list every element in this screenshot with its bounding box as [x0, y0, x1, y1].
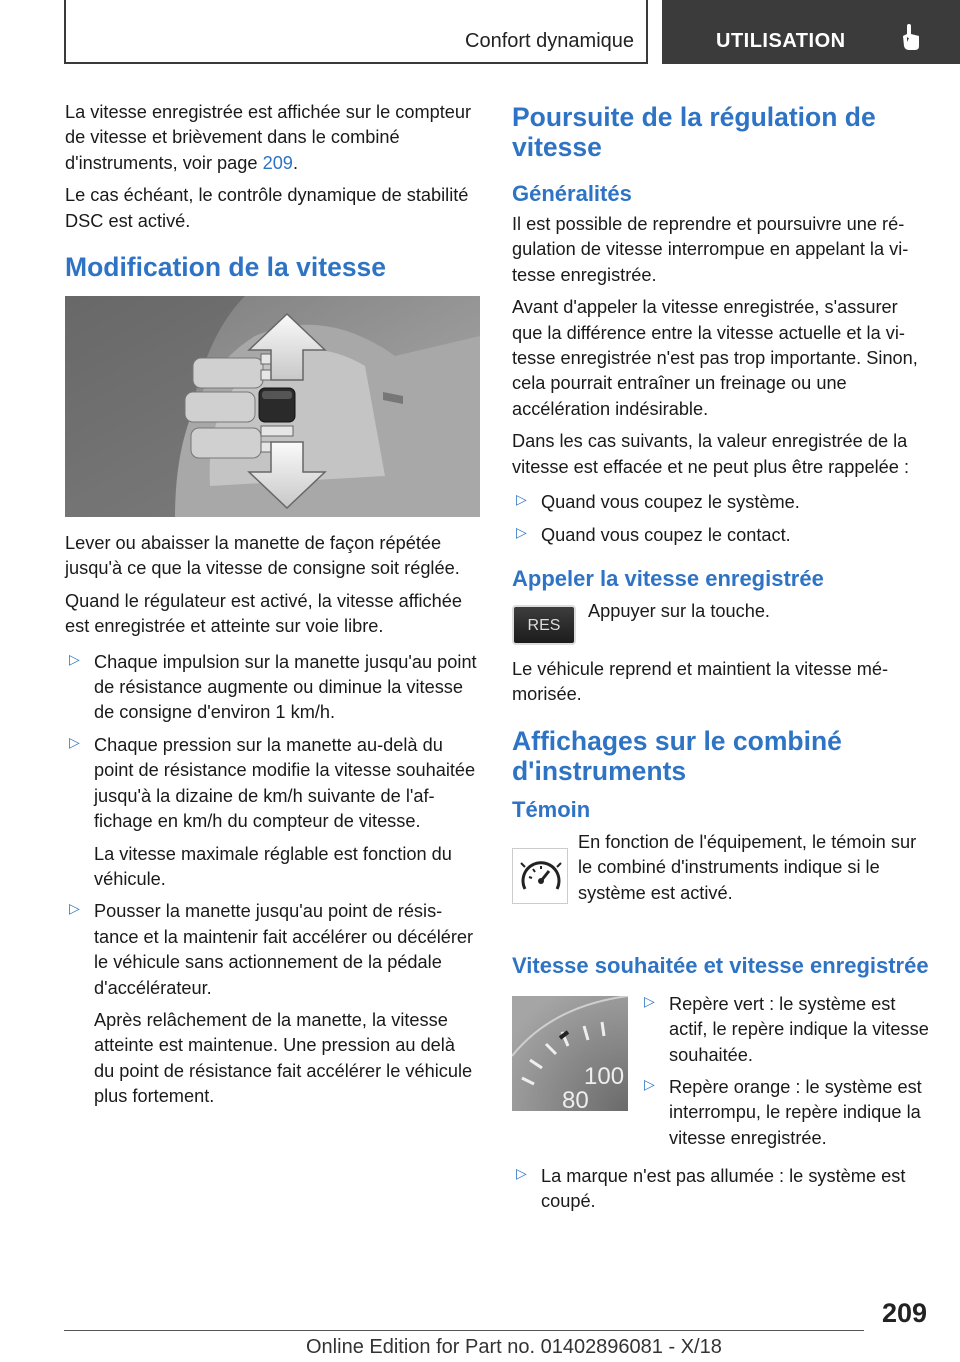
list-item: ▷ Repère orange : le système est interrompu, le repère indique la vitesse enregistrée.: [644, 1075, 922, 1148]
bullet-triangle-icon: ▷: [69, 733, 80, 750]
cruise-control-indicator-icon: [512, 848, 568, 904]
footer-edition: Online Edition for Part no. 01402896081 - X/18: [306, 1336, 722, 1358]
bullet-triangle-icon: ▷: [516, 491, 527, 508]
speedo-100-label: 100: [584, 1062, 625, 1090]
bullet-triangle-icon: ▷: [644, 1075, 655, 1092]
header-section-box: [64, 0, 648, 64]
speedometer-image: [512, 996, 628, 1111]
bullet-triangle-icon: ▷: [516, 1164, 527, 1181]
page-link[interactable]: 209: [262, 152, 293, 173]
list-item: ▷ Chaque impulsion sur la manette jusqu'au point de résistance augmente ou diminue la vitesse de consigne d'environ 1 km/h.: [69, 650, 477, 723]
res-row: RES Appuyer sur la touche.: [512, 605, 932, 657]
list-item: ▷ Quand vous coupez le contact.: [516, 524, 791, 546]
dsc-paragraph: Le cas échéant, le contrôle dynamique de stabilité DSC est activé.: [65, 185, 469, 231]
heading-affichages: Affichages sur le combiné d'instruments: [512, 725, 842, 786]
heading-generalites: Généralités: [512, 181, 632, 206]
intro-paragraph: La vitesse enregistrée est affichée sur le compteur de vitesse et brièvement dans le combiné d'instruments, voir page 209.: [65, 102, 472, 173]
bullet-triangle-icon: ▷: [69, 650, 80, 667]
list-item: ▷ La marque n'est pas allumée : le système est coupé.: [516, 1164, 906, 1212]
res-button-icon: RES: [512, 605, 576, 645]
left-column: [65, 100, 480, 1117]
bullet-triangle-icon: ▷: [69, 900, 80, 917]
speedo-80-label: 80: [562, 1086, 589, 1111]
list-item: ▷ Pousser la manette jusqu'au point de résistance et la maintenir fait accélérer ou décélérer le véhicule sans actionnement de la pédale d'accélérateur. Après relâchement de la manette, la vitesse atteinte est maintenue. Une pression au delà du point de résistance fait accélérer le véhicule plus fortement.: [69, 900, 474, 1107]
heading-poursuite: Poursuite de la régulation de vitesse: [512, 102, 876, 162]
header-chapter-tab: [662, 0, 960, 64]
list-item: ▷ Quand vous coupez le système.: [516, 491, 800, 513]
hand-pointer-icon: [900, 22, 922, 52]
list-item: ▷ Repère vert : le système est actif, le repère indique la vitesse souhaitée.: [644, 992, 929, 1065]
temoin-row: En fonction de l'équipement, le témoin sur le combiné d'instruments indique si le système est activé.: [512, 834, 932, 938]
heading-temoin: Témoin: [512, 796, 591, 822]
bullet-triangle-icon: ▷: [516, 524, 527, 541]
speedo-row: [512, 992, 932, 1164]
page-number: 209: [881, 1298, 927, 1328]
footer-divider: [64, 1330, 864, 1331]
list-item: ▷ Chaque pression sur la manette au-delà du point de résistance modifie la vitesse souhaitée jusqu'à la dizaine de km/h suivante de l'affichage en km/h du compteur de vitesse. La vitesse maximale réglable est fonction du véhicule.: [69, 733, 476, 889]
heading-appeler: Appeler la vitesse enregistrée: [512, 565, 824, 591]
steering-wheel-lever-image: [65, 296, 480, 517]
bullet-triangle-icon: ▷: [644, 992, 655, 1009]
header-section-title: Confort dynamique: [465, 30, 634, 52]
heading-vitesse-souhaitee: Vitesse souhaitée et vitesse enregistrée: [512, 952, 929, 978]
header-chapter-title: UTILISATION: [716, 30, 846, 52]
right-column: Poursuite de la régulation de vitesse Généralités Il est possible de reprendre et poursuivre une régulation de vitesse interrompue en appelant la vitesse enregistrée. Avant d'appeler la vitesse enregistrée, s'assurer que la différence entre la vitesse actuelle et la vitesse enregistrée n'est pas trop importante. Sinon, cela pourrait entraîner un freinage ou une accélération indésirable. Dans les cas suivants, la valeur enregistrée de la vitesse est effacée et ne peut plus être rappelée : ▷ Quand vous coupez le système. ▷ Quand vous coupez le contact. Appeler la vitesse enregistrée RES Appuyer sur la touche. Le véhicule reprend et maintient la vitesse mémorisée. Affichages sur le combiné d'instruments Témoin En fonction de l'équipement, le témoin sur le combiné d'instruments indique si le système est activé. Vitesse souhaitée et vitesse enregistrée 100 80 ▷ Repère vert : le système est actif, le repère indique la vitesse souhaitée. ▷ Repère orange : le système est interrompu, le repère indique la vitesse enregistrée. ▷ La marque n'est pas allumée : le système est coupé.: [512, 100, 932, 1222]
regulator-paragraph: Quand le régulateur est activé, la vitesse affichée est enregistrée et atteinte sur voie libre.: [65, 590, 462, 637]
lever-paragraph: Lever ou abaisser la manette de façon répétée jusqu'à ce que la vitesse de consigne soit réglée.: [65, 533, 460, 579]
speedo-list: [640, 992, 932, 1158]
heading-modification: Modification de la vitesse: [65, 252, 387, 283]
